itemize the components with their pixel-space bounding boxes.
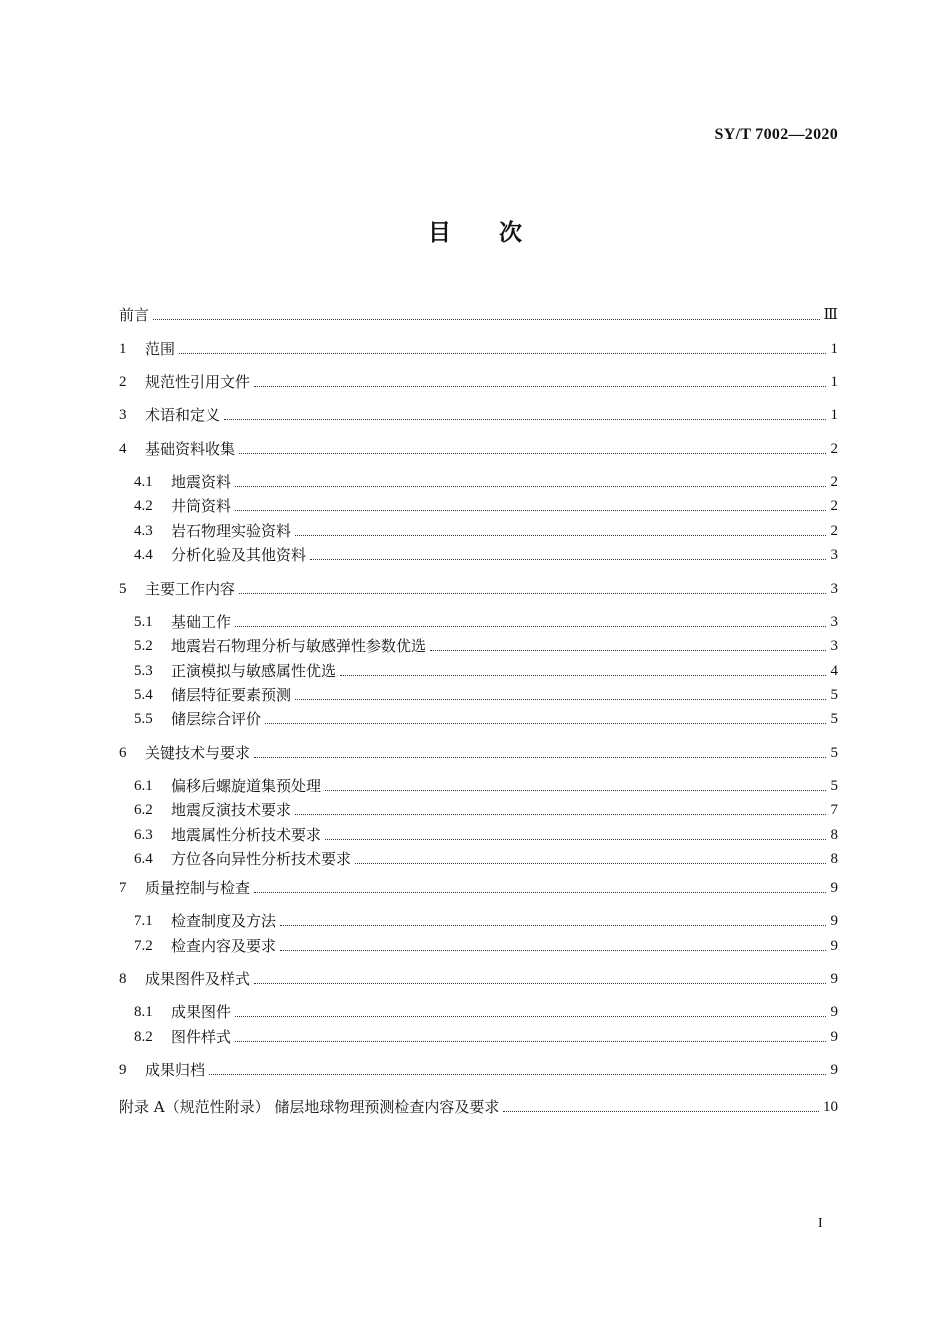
toc-entry-title: 成果图件及样式 <box>145 970 251 988</box>
toc-entry[interactable] <box>119 436 838 460</box>
toc-entry-number: 7 <box>119 880 127 896</box>
toc-entry-number: 6.4 <box>134 851 153 867</box>
toc-entry-number: 8.2 <box>134 1029 153 1045</box>
toc-entry-title: 正演模拟与敏感属性优选 <box>171 662 337 680</box>
toc-dot-leader <box>235 626 826 627</box>
toc-dot-leader <box>295 535 826 536</box>
toc-entry-page: 9 <box>830 938 838 954</box>
toc-entry-title: 检查内容及要求 <box>171 937 277 955</box>
toc-entry-page: 9 <box>830 1062 838 1078</box>
toc-entry[interactable] <box>119 542 838 566</box>
toc-entry[interactable] <box>119 402 838 426</box>
toc-entry[interactable] <box>119 682 838 706</box>
toc-entry-page: 3 <box>830 614 838 630</box>
toc-entry-title: 关键技术与要求 <box>145 744 251 762</box>
toc-entry-number: 5.5 <box>134 711 153 727</box>
toc-entry-title: 质量控制与检查 <box>145 879 251 897</box>
toc-dot-leader <box>280 950 826 951</box>
toc-entry[interactable] <box>119 933 838 957</box>
toc-entry-page: 8 <box>830 827 838 843</box>
toc-entry-page: 1 <box>830 374 838 390</box>
toc-entry-number: 4.3 <box>134 523 153 539</box>
toc-entry-title: 地震岩石物理分析与敏感弹性参数优选 <box>171 637 427 655</box>
toc-entry[interactable] <box>119 1094 838 1118</box>
toc-entry-title: 井筒资料 <box>171 497 232 515</box>
toc-dot-leader <box>153 319 820 320</box>
toc-entry-number: 6.3 <box>134 827 153 843</box>
toc-entry-number: 4 <box>119 441 127 457</box>
toc-entry-title: 储层综合评价 <box>171 710 262 728</box>
toc-entry-number: 4.2 <box>134 498 153 514</box>
toc-entry-page: 8 <box>830 851 838 867</box>
toc-entry[interactable] <box>119 469 838 493</box>
toc-dot-leader <box>295 814 826 815</box>
toc-entry[interactable] <box>119 773 838 797</box>
toc-entry-page: 2 <box>830 441 838 457</box>
toc-entry-title: 地震反演技术要求 <box>171 801 292 819</box>
toc-dot-leader <box>239 593 826 594</box>
toc-entry-number: 5.3 <box>134 663 153 679</box>
toc-entry-page: 5 <box>830 778 838 794</box>
toc-dot-leader <box>254 983 826 984</box>
toc-entry-page: 3 <box>830 581 838 597</box>
toc-entry[interactable] <box>119 336 838 360</box>
toc-entry-number: 1 <box>119 341 127 357</box>
toc-dot-leader <box>265 723 826 724</box>
toc-dot-leader <box>503 1111 819 1112</box>
toc-entry[interactable] <box>119 633 838 657</box>
toc-entry-page: 2 <box>830 498 838 514</box>
toc-entry-title: 分析化验及其他资料 <box>171 546 307 564</box>
toc-entry-title: 偏移后螺旋道集预处理 <box>171 777 322 795</box>
toc-entry-title: 基础资料收集 <box>145 440 236 458</box>
toc-entry[interactable] <box>119 797 838 821</box>
toc-entry[interactable] <box>119 369 838 393</box>
toc-entry-title: 范围 <box>145 340 176 358</box>
toc-dot-leader <box>235 486 826 487</box>
toc-dot-leader <box>355 863 826 864</box>
toc-dot-leader <box>224 419 826 420</box>
page-title: 目次 <box>428 220 570 246</box>
standard-number: SY/T 7002—2020 <box>714 126 838 143</box>
toc-entry-title: 前言 <box>119 306 150 324</box>
toc-dot-leader <box>430 650 826 651</box>
footer-page-number: I <box>818 1216 823 1231</box>
toc-dot-leader <box>235 510 826 511</box>
toc-entry[interactable] <box>119 493 838 517</box>
toc-entry-number: 7.1 <box>134 913 153 929</box>
toc-dot-leader <box>209 1074 826 1075</box>
toc-entry-title: 术语和定义 <box>145 406 221 424</box>
toc-dot-leader <box>254 757 826 758</box>
toc-entry-page: 2 <box>830 474 838 490</box>
toc-entry-page: 10 <box>823 1099 838 1115</box>
toc-dot-leader <box>280 925 826 926</box>
toc-entry[interactable] <box>119 518 838 542</box>
toc-entry-page: 9 <box>830 913 838 929</box>
toc-dot-leader <box>239 453 826 454</box>
toc-entry-title: 基础工作 <box>171 613 232 631</box>
toc-entry-number: 8 <box>119 971 127 987</box>
toc-entry[interactable] <box>119 658 838 682</box>
toc-entry-number: 5 <box>119 581 127 597</box>
toc-entry[interactable] <box>119 846 838 870</box>
toc-entry-page: 3 <box>830 638 838 654</box>
toc-entry-title: 方位各向异性分析技术要求 <box>171 850 352 868</box>
toc-entry-number: 2 <box>119 374 127 390</box>
toc-entry[interactable] <box>119 576 838 600</box>
toc-entry-number: 5.2 <box>134 638 153 654</box>
toc-entry[interactable] <box>119 706 838 730</box>
toc-dot-leader <box>235 1016 826 1017</box>
toc-entry-title: 附录 A（规范性附录） 储层地球物理预测检查内容及要求 <box>119 1098 500 1116</box>
toc-entry-page: 5 <box>830 687 838 703</box>
toc-entry-title: 成果归档 <box>145 1061 206 1079</box>
toc-entry-page: Ⅲ <box>823 307 838 323</box>
toc-entry-title: 检查制度及方法 <box>171 912 277 930</box>
toc-entry-page: 4 <box>830 663 838 679</box>
toc-dot-leader <box>340 675 826 676</box>
toc-dot-leader <box>179 353 826 354</box>
toc-entry[interactable] <box>119 875 838 899</box>
toc-entry[interactable] <box>119 609 838 633</box>
toc-entry-page: 9 <box>830 1004 838 1020</box>
toc-entry-number: 8.1 <box>134 1004 153 1020</box>
toc-dot-leader <box>325 790 826 791</box>
toc-dot-leader <box>295 699 826 700</box>
toc-entry[interactable] <box>119 822 838 846</box>
toc-dot-leader <box>310 559 826 560</box>
toc-dot-leader <box>235 1041 826 1042</box>
toc-dot-leader <box>325 839 826 840</box>
toc-entry-title: 地震资料 <box>171 473 232 491</box>
toc-entry-page: 5 <box>830 745 838 761</box>
toc-entry-number: 6.1 <box>134 778 153 794</box>
toc-entry-page: 9 <box>830 880 838 896</box>
toc-entry-number: 5.4 <box>134 687 153 703</box>
toc-entry[interactable] <box>119 908 838 932</box>
toc-entry-page: 1 <box>830 341 838 357</box>
toc-entry[interactable] <box>119 740 838 764</box>
toc-entry-page: 9 <box>830 971 838 987</box>
toc-entry-title: 岩石物理实验资料 <box>171 522 292 540</box>
toc-entry-number: 4.1 <box>134 474 153 490</box>
toc-entry-number: 4.4 <box>134 547 153 563</box>
toc-dot-leader <box>254 386 826 387</box>
toc-entry-number: 6.2 <box>134 802 153 818</box>
toc-entry-title: 主要工作内容 <box>145 580 236 598</box>
toc-entry-title: 图件样式 <box>171 1028 232 1046</box>
toc-entry[interactable] <box>119 1024 838 1048</box>
toc-dot-leader <box>254 892 826 893</box>
toc-entry-page: 7 <box>830 802 838 818</box>
toc-entry-page: 5 <box>830 711 838 727</box>
toc-entry[interactable] <box>119 966 838 990</box>
toc-entry-title: 规范性引用文件 <box>145 373 251 391</box>
toc-entry-title: 成果图件 <box>171 1003 232 1021</box>
toc-entry-page: 9 <box>830 1029 838 1045</box>
toc-entry-number: 5.1 <box>134 614 153 630</box>
toc-entry-title: 地震属性分析技术要求 <box>171 826 322 844</box>
toc-entry-page: 3 <box>830 547 838 563</box>
toc-entry-number: 9 <box>119 1062 127 1078</box>
toc-entry-number: 7.2 <box>134 938 153 954</box>
toc-entry[interactable] <box>119 302 838 326</box>
toc-entry[interactable] <box>119 999 838 1023</box>
toc-entry-page: 2 <box>830 523 838 539</box>
toc-entry[interactable] <box>119 1057 838 1081</box>
toc-entry-title: 储层特征要素预测 <box>171 686 292 704</box>
toc-entry-page: 1 <box>830 407 838 423</box>
toc-entry-number: 3 <box>119 407 127 423</box>
toc-entry-number: 6 <box>119 745 127 761</box>
